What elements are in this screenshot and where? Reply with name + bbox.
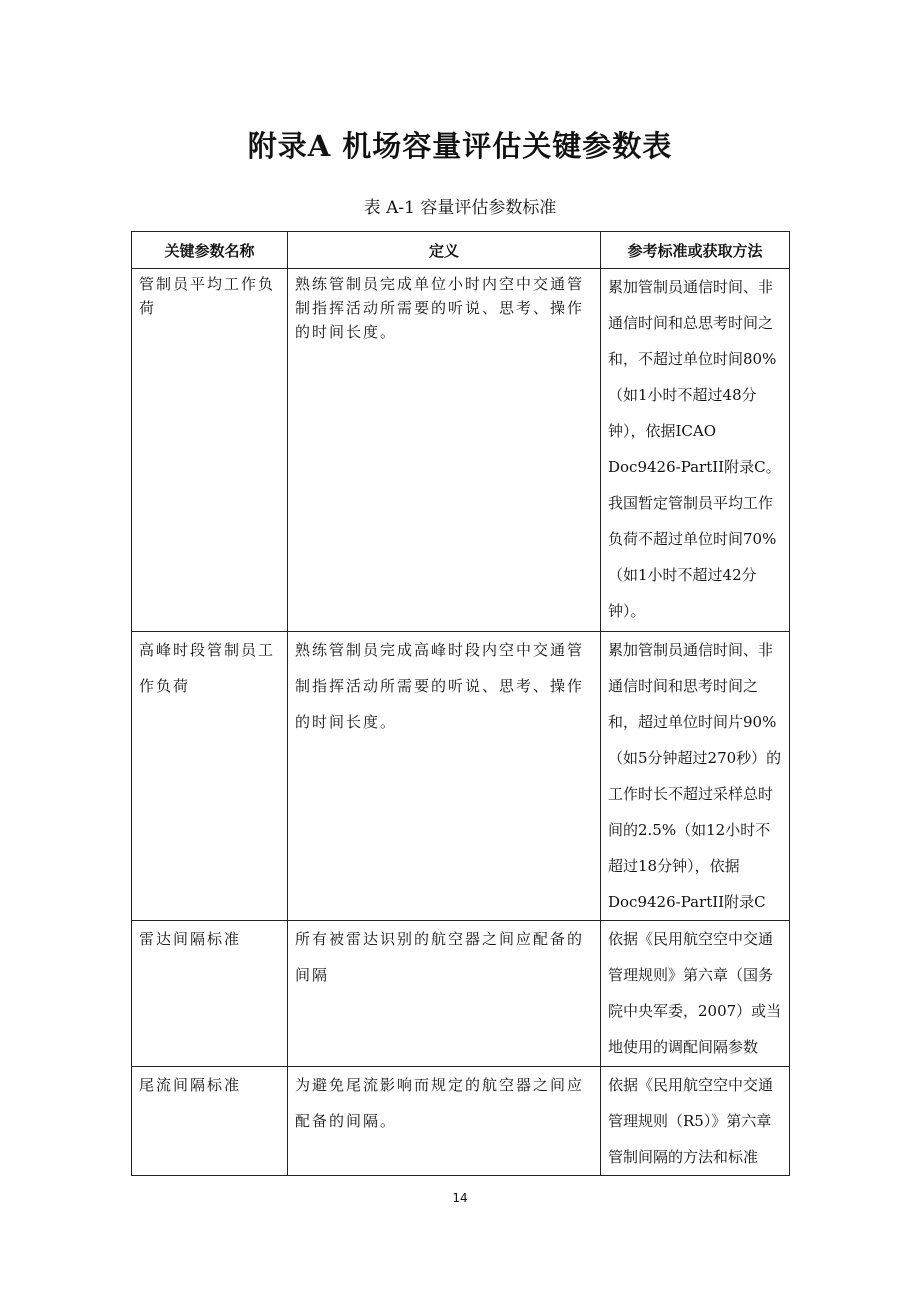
page-title: 附录A 机场容量评估关键参数表 [247, 129, 673, 163]
definition-cell: 熟练管制员完成高峰时段内空中交通管制指挥活动所需要的听说、思考、操作的时间长度。 [288, 632, 601, 921]
table-row [132, 1067, 790, 1176]
reference-cell: 累加管制员通信时间、非通信时间和总思考时间之和，不超过单位时间80%（如1小时不超过48分钟），依据ICAO Doc9426-PartII附录C。我国暂定管制员平均工作负荷不超过单位时间70%（如1小时不超过42分钟）。 [601, 269, 790, 632]
param-name-cell: 高峰时段管制员工作负荷 [132, 632, 288, 921]
definition-cell: 所有被雷达识别的航空器之间应配备的间隔 [288, 921, 601, 1067]
header-param-name: 关键参数名称 [132, 232, 288, 269]
param-name-cell: 管制员平均工作负荷 [132, 269, 288, 632]
param-name-cell: 尾流间隔标准 [132, 1067, 288, 1176]
definition-cell: 为避免尾流影响而规定的航空器之间应配备的间隔。 [288, 1067, 601, 1176]
table-row [132, 632, 790, 921]
table-header-row [132, 232, 790, 269]
reference-cell: 累加管制员通信时间、非通信时间和思考时间之和，超过单位时间片90%（如5分钟超过270秒）的工作时长不超过采样总时间的2.5%（如12小时不超过18分钟），依据Doc9426-PartII附录C [601, 632, 790, 921]
table-caption: 表 A-1 容量评估参数标准 [363, 198, 557, 218]
reference-cell: 依据《民用航空空中交通管理规则（R5）》第六章管制间隔的方法和标准 [601, 1067, 790, 1176]
parameters-table [131, 231, 790, 1176]
header-definition: 定义 [288, 232, 601, 269]
param-name-cell: 雷达间隔标准 [132, 921, 288, 1067]
header-reference: 参考标准或获取方法 [601, 232, 790, 269]
definition-cell: 熟练管制员完成单位小时内空中交通管制指挥活动所需要的听说、思考、操作的时间长度。 [288, 269, 601, 632]
table-row [132, 921, 790, 1067]
reference-cell: 依据《民用航空空中交通管理规则》第六章（国务院中央军委，2007）或当地使用的调配间隔参数 [601, 921, 790, 1067]
table-row [132, 269, 790, 632]
page-number: 14 [452, 1191, 468, 1205]
